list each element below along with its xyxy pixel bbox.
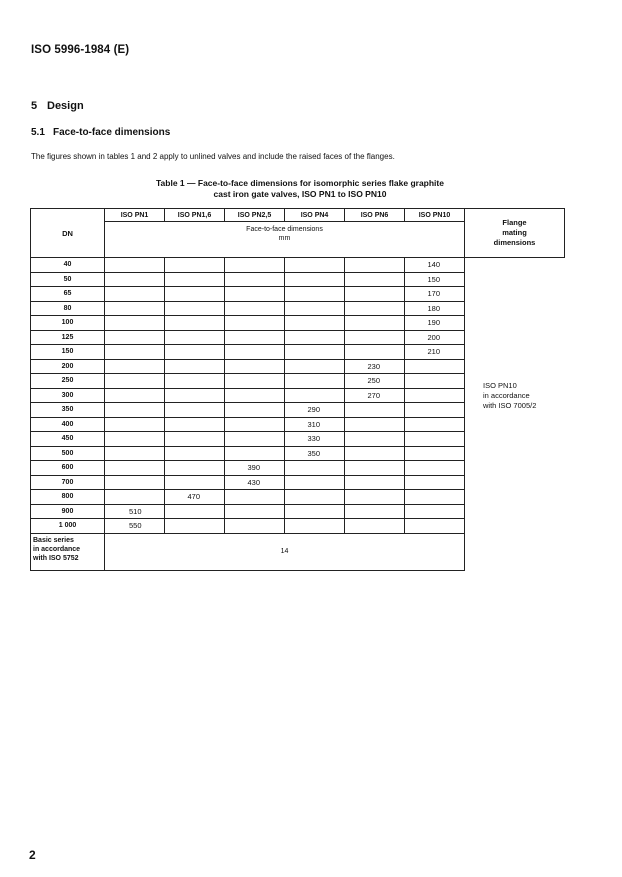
value-cell: [345, 345, 405, 360]
value-cell: [285, 519, 345, 534]
dn-cell: 500: [31, 446, 105, 461]
dn-cell: 250: [31, 374, 105, 389]
value-cell: [405, 504, 465, 519]
empty-cell: [465, 533, 565, 570]
value-cell: [285, 301, 345, 316]
value-cell: 550: [105, 519, 165, 534]
value-cell: [405, 388, 465, 403]
value-cell: [105, 475, 165, 490]
dn-cell: 300: [31, 388, 105, 403]
value-cell: [345, 258, 405, 273]
value-cell: [165, 461, 225, 476]
value-cell: [165, 432, 225, 447]
value-cell: [105, 490, 165, 505]
value-cell: [225, 519, 285, 534]
flange-header-line3: dimensions: [493, 238, 536, 247]
value-cell: 330: [285, 432, 345, 447]
value-cell: 190: [405, 316, 465, 331]
value-cell: [165, 316, 225, 331]
value-cell: [285, 258, 345, 273]
value-cell: [285, 287, 345, 302]
value-cell: 390: [225, 461, 285, 476]
document-id: ISO 5996-1984 (E): [31, 44, 130, 56]
flange-dimensions-cell: [465, 258, 565, 534]
value-cell: [405, 446, 465, 461]
value-cell: [285, 359, 345, 374]
value-cell: [105, 403, 165, 418]
value-cell: [165, 330, 225, 345]
value-cell: [105, 446, 165, 461]
subsection-number: 5.1: [31, 127, 45, 138]
value-cell: 150: [405, 272, 465, 287]
face-to-face-subheader: [105, 222, 465, 258]
basic-series-line1: Basic series: [33, 536, 74, 544]
value-cell: [165, 287, 225, 302]
basic-series-value: 14: [105, 533, 465, 570]
value-cell: [225, 258, 285, 273]
dimensions-table: [30, 208, 565, 571]
flange-header-line1: Flange: [502, 218, 527, 227]
subheader-line1: Face-to-face dimensions: [246, 226, 323, 233]
value-cell: 140: [405, 258, 465, 273]
value-cell: [105, 330, 165, 345]
value-cell: [285, 330, 345, 345]
value-cell: [225, 359, 285, 374]
value-cell: [345, 490, 405, 505]
column-header: ISO PN1: [105, 209, 165, 222]
value-cell: 250: [345, 374, 405, 389]
value-cell: [105, 359, 165, 374]
value-cell: [345, 403, 405, 418]
value-cell: [165, 345, 225, 360]
section-heading: [31, 100, 84, 112]
value-cell: 230: [345, 359, 405, 374]
column-header: ISO PN6: [345, 209, 405, 222]
dn-cell: 40: [31, 258, 105, 273]
value-cell: [285, 272, 345, 287]
section-title: Design: [47, 100, 84, 112]
value-cell: 350: [285, 446, 345, 461]
value-cell: [345, 301, 405, 316]
value-cell: [165, 504, 225, 519]
value-cell: [345, 287, 405, 302]
column-header: ISO PN10: [405, 209, 465, 222]
dn-cell: 1 000: [31, 519, 105, 534]
value-cell: [105, 316, 165, 331]
dn-cell: 400: [31, 417, 105, 432]
section-number: 5: [31, 100, 38, 112]
dn-cell: 50: [31, 272, 105, 287]
dn-cell: 450: [31, 432, 105, 447]
value-cell: [225, 432, 285, 447]
value-cell: [285, 475, 345, 490]
value-cell: 290: [285, 403, 345, 418]
flange-value-line3: with ISO 7005/2: [483, 400, 537, 410]
value-cell: [405, 475, 465, 490]
value-cell: [405, 374, 465, 389]
value-cell: [345, 504, 405, 519]
value-cell: [405, 417, 465, 432]
value-cell: [285, 316, 345, 331]
value-cell: [225, 374, 285, 389]
value-cell: [285, 504, 345, 519]
value-cell: [225, 330, 285, 345]
value-cell: [285, 374, 345, 389]
dn-cell: 800: [31, 490, 105, 505]
value-cell: [165, 446, 225, 461]
subsection-title: Face-to-face dimensions: [53, 127, 171, 138]
value-cell: 180: [405, 301, 465, 316]
value-cell: [105, 432, 165, 447]
table-caption: [100, 178, 500, 200]
value-cell: [165, 403, 225, 418]
intro-paragraph: The figures shown in tables 1 and 2 apply to unlined valves and include the raised faces of the flanges.: [31, 152, 395, 161]
dn-cell: 900: [31, 504, 105, 519]
value-cell: [345, 272, 405, 287]
value-cell: [225, 345, 285, 360]
subheader-unit: mm: [278, 235, 291, 242]
value-cell: [165, 258, 225, 273]
basic-series-line3: with ISO 5752: [33, 554, 79, 562]
value-cell: [405, 461, 465, 476]
value-cell: [105, 461, 165, 476]
value-cell: [165, 475, 225, 490]
value-cell: [165, 388, 225, 403]
value-cell: [345, 330, 405, 345]
basic-series-row: [31, 533, 565, 570]
value-cell: [105, 258, 165, 273]
value-cell: [345, 461, 405, 476]
value-cell: [285, 388, 345, 403]
column-header: ISO PN4: [285, 209, 345, 222]
value-cell: [225, 403, 285, 418]
value-cell: [405, 403, 465, 418]
value-cell: [105, 287, 165, 302]
dn-cell: 700: [31, 475, 105, 490]
value-cell: [225, 504, 285, 519]
value-cell: [285, 345, 345, 360]
value-cell: 430: [225, 475, 285, 490]
table-caption-line1: Table 1 — Face-to-face dimensions for isomorphic series flake graphite: [156, 178, 444, 188]
value-cell: [105, 345, 165, 360]
dn-cell: 65: [31, 287, 105, 302]
value-cell: [225, 388, 285, 403]
value-cell: [225, 417, 285, 432]
dn-cell: 100: [31, 316, 105, 331]
value-cell: [225, 316, 285, 331]
basic-series-label: [31, 533, 105, 570]
value-cell: [165, 519, 225, 534]
dn-cell: 200: [31, 359, 105, 374]
value-cell: 210: [405, 345, 465, 360]
flange-header-line2: mating: [502, 228, 527, 237]
value-cell: [345, 417, 405, 432]
value-cell: [225, 272, 285, 287]
value-cell: [165, 417, 225, 432]
dn-cell: 125: [31, 330, 105, 345]
value-cell: [105, 301, 165, 316]
page-number: 2: [29, 848, 36, 862]
value-cell: [225, 446, 285, 461]
flange-value-line2: in accordance: [483, 390, 530, 400]
dn-cell: 600: [31, 461, 105, 476]
value-cell: [105, 374, 165, 389]
dn-cell: 150: [31, 345, 105, 360]
value-cell: 510: [105, 504, 165, 519]
flange-value-line1: ISO PN10: [483, 380, 517, 390]
value-cell: [345, 519, 405, 534]
value-cell: [105, 417, 165, 432]
value-cell: [165, 301, 225, 316]
value-cell: [345, 446, 405, 461]
value-cell: [105, 272, 165, 287]
table-row: [31, 258, 565, 273]
value-cell: [345, 475, 405, 490]
value-cell: [225, 287, 285, 302]
value-cell: [345, 316, 405, 331]
column-header: ISO PN1,6: [165, 209, 225, 222]
value-cell: [345, 432, 405, 447]
value-cell: [165, 359, 225, 374]
value-cell: 200: [405, 330, 465, 345]
dn-cell: 350: [31, 403, 105, 418]
value-cell: [225, 490, 285, 505]
basic-series-line2: in accordance: [33, 545, 81, 553]
value-cell: [285, 461, 345, 476]
value-cell: [405, 490, 465, 505]
value-cell: [225, 301, 285, 316]
subsection-heading: [31, 127, 170, 138]
table-caption-line2: cast iron gate valves, ISO PN1 to ISO PN10: [213, 189, 387, 199]
value-cell: 170: [405, 287, 465, 302]
value-cell: [405, 359, 465, 374]
value-cell: 470: [165, 490, 225, 505]
dn-cell: 80: [31, 301, 105, 316]
value-cell: [405, 432, 465, 447]
value-cell: 270: [345, 388, 405, 403]
value-cell: [165, 272, 225, 287]
dn-header: DN: [31, 209, 105, 258]
value-cell: [165, 374, 225, 389]
value-cell: [285, 490, 345, 505]
value-cell: [105, 388, 165, 403]
value-cell: [405, 519, 465, 534]
value-cell: 310: [285, 417, 345, 432]
flange-header: [465, 209, 565, 258]
column-header: ISO PN2,5: [225, 209, 285, 222]
